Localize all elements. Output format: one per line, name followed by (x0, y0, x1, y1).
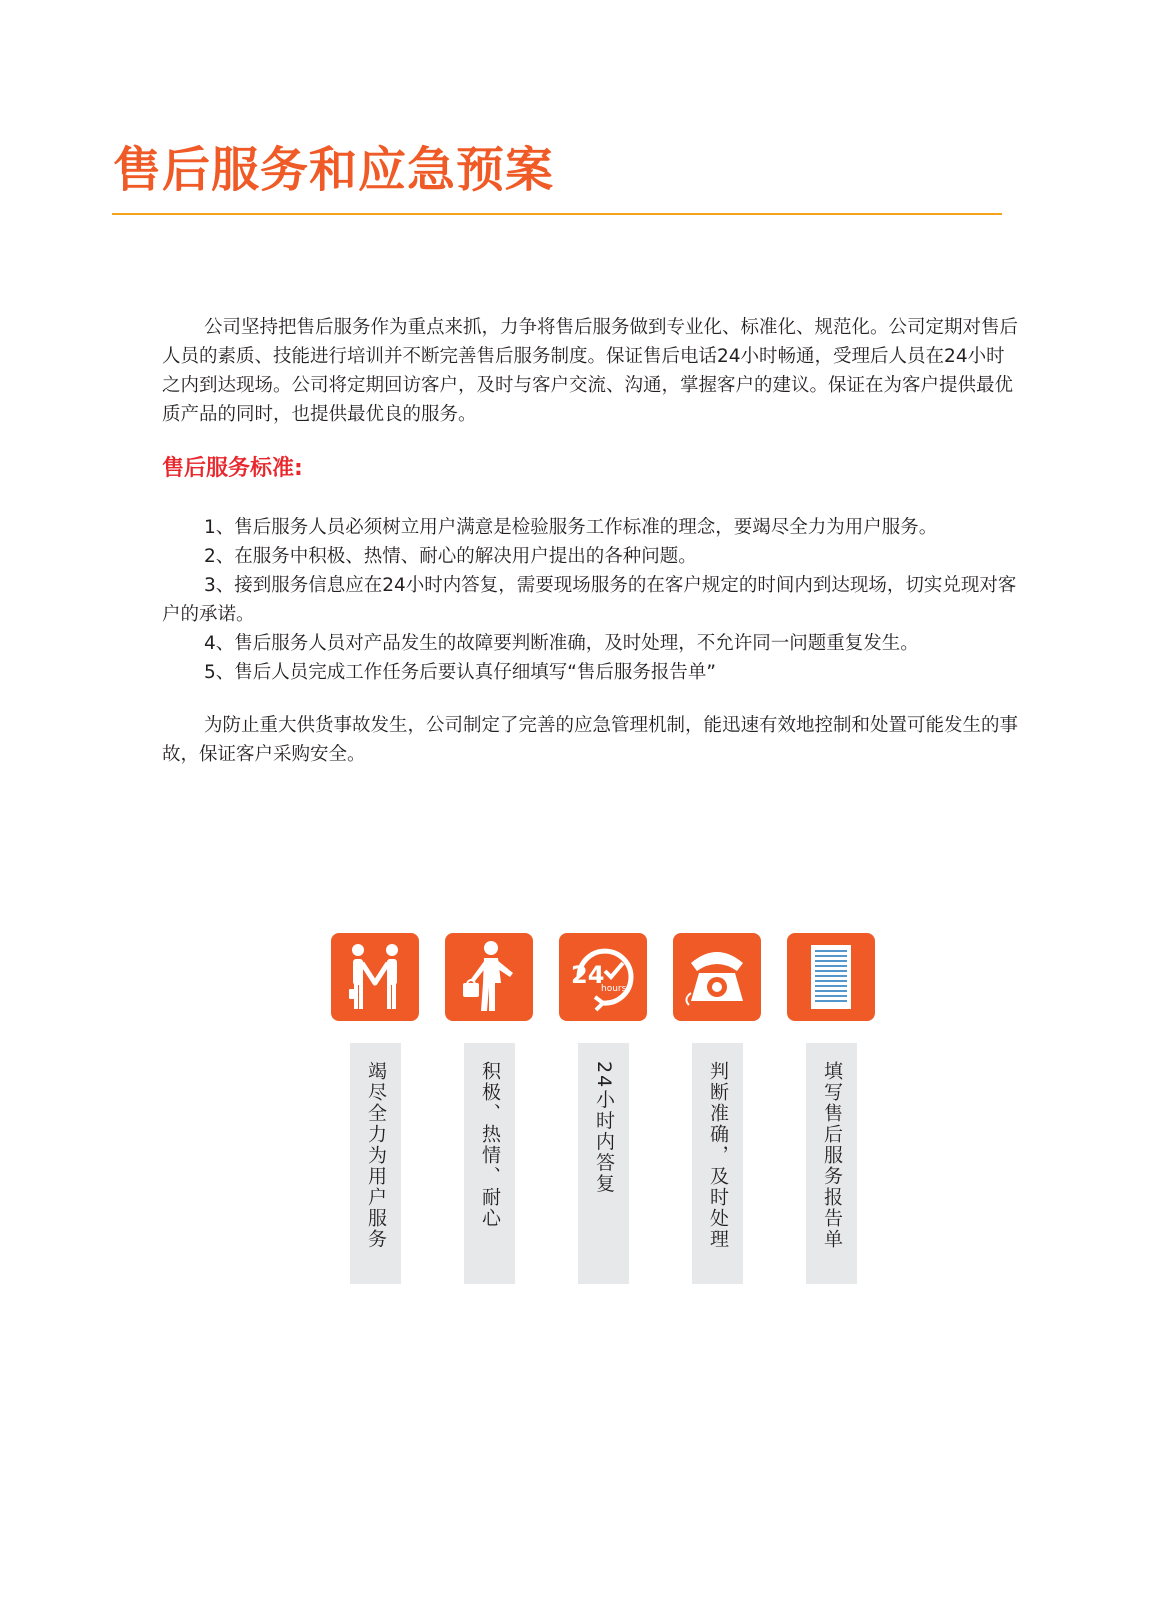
standard-item: 1、售后服务人员必须树立用户满意是检验服务工作标准的理念，要竭尽全力为用户服务。 (204, 517, 938, 538)
column-text: 竭尽全力为用户服务 (365, 1061, 387, 1250)
column-text: 判断准确，及时处理 (707, 1061, 729, 1250)
standards-list (162, 513, 1018, 687)
column-label-5 (806, 1043, 857, 1284)
standard-item: 3、接到服务信息应在24小时内答复，需要现场服务的在客户规定的时间内到达现场，切实兑现对客户的承诺。 (162, 575, 1017, 625)
intro-paragraph: 公司坚持把售后服务作为重点来抓，力争将售后服务做到专业化、标准化、规范化。公司定期对售后人员的素质、技能进行培训并不断完善售后服务制度。保证售后电话24小时畅通，受理后人员在24小时之内到达现场。公司将定期回访客户，及时与客户交流、沟通，掌握客户的建议。保证在为客户提供最优质产品的同时，也提供最优良的服务。 (162, 317, 1019, 425)
report-document-icon (787, 933, 875, 1021)
column-text: 24小时内答复 (593, 1061, 615, 1195)
column-label-1 (350, 1043, 401, 1284)
title-underline (112, 213, 1002, 215)
standard-item: 4、售后服务人员对产品发生的故障要判断准确，及时处理，不允许同一问题重复发生。 (204, 633, 919, 654)
column-label-3 (578, 1043, 629, 1284)
column-text: 积极、热情、耐心 (479, 1061, 501, 1229)
column-label-4 (692, 1043, 743, 1284)
closing-paragraph: 为防止重大供货事故发生，公司制定了完善的应急管理机制，能迅速有效地控制和处置可能发生的事故，保证客户采购安全。 (162, 715, 1019, 765)
page-title: 售后服务和应急预案 (113, 142, 555, 198)
clock-unit: hours (601, 984, 627, 994)
clock-24-icon (559, 933, 647, 1021)
clock-number: 24 (571, 961, 605, 989)
telephone-icon (673, 933, 761, 1021)
standard-item: 2、在服务中积极、热情、耐心的解决用户提出的各种问题。 (204, 546, 697, 567)
service-person-icon (445, 933, 533, 1021)
column-label-2 (464, 1043, 515, 1284)
handshake-icon (331, 933, 419, 1021)
standard-item: 5、售后人员完成工作任务后要认真仔细填写“售后服务报告单” (204, 662, 716, 683)
column-text: 填写售后服务报告单 (821, 1061, 843, 1250)
standards-heading: 售后服务标准: (162, 456, 303, 481)
